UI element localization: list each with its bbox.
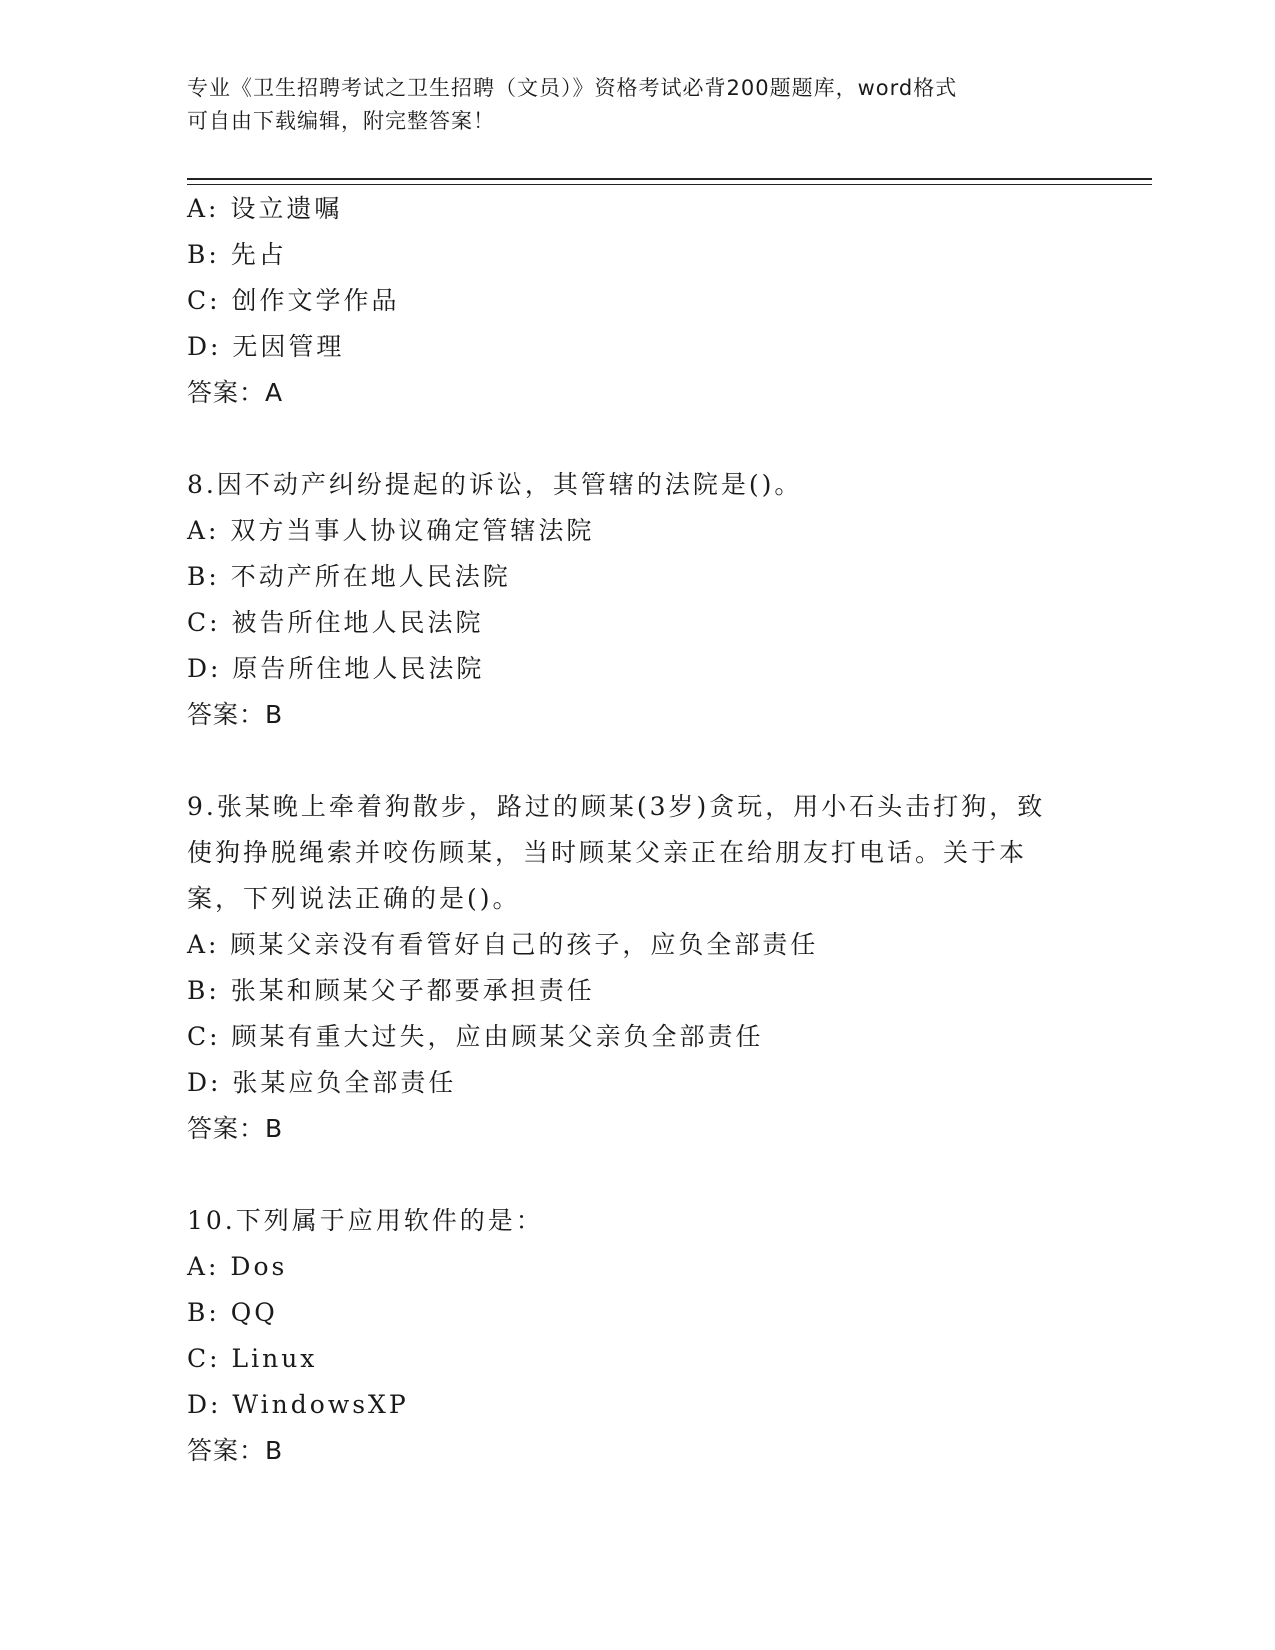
question-stem-line-3: 案，下列说法正确的是()。 — [187, 884, 521, 913]
question-stem: 10.下列属于应用软件的是： — [187, 1206, 544, 1235]
document-header — [187, 72, 1087, 138]
option-a: A: 双方当事人协议确定管辖法院 — [187, 516, 595, 545]
option-c: C: Linux — [187, 1344, 318, 1373]
option-b: B: 不动产所在地人民法院 — [187, 562, 511, 591]
option-c: C: 被告所住地人民法院 — [187, 608, 484, 637]
option-b: B: 先占 — [187, 240, 287, 269]
header-line-2: 可自由下载编辑，附完整答案！ — [187, 109, 495, 133]
option-b: B: QQ — [187, 1298, 278, 1327]
option-d: D: 原告所住地人民法院 — [187, 654, 485, 683]
question-stem: 8.因不动产纠纷提起的诉讼，其管辖的法院是()。 — [187, 470, 803, 499]
header-rule-thin — [187, 184, 1152, 185]
answer-line: 答案：B — [187, 1436, 284, 1465]
question-stem-line-2: 使狗挣脱绳索并咬伤顾某，当时顾某父亲正在给朋友打电话。关于本 — [187, 838, 1028, 867]
option-c: C: 创作文学作品 — [187, 286, 400, 315]
question-stem-line-1: 9.张某晚上牵着狗散步，路过的顾某(3岁)贪玩，用小石头击打狗，致 — [187, 792, 1046, 821]
question-8 — [187, 462, 1087, 738]
option-a: A: 设立遗嘱 — [187, 194, 343, 223]
question-7 — [187, 186, 1087, 416]
spacer — [187, 1152, 1087, 1198]
question-list — [187, 186, 1087, 1474]
answer-line: 答案：B — [187, 700, 284, 729]
spacer — [187, 416, 1087, 462]
answer-line: 答案：B — [187, 1114, 284, 1143]
option-a: A: Dos — [187, 1252, 288, 1281]
spacer — [187, 738, 1087, 784]
question-9 — [187, 784, 1087, 1152]
option-a: A: 顾某父亲没有看管好自己的孩子，应负全部责任 — [187, 930, 819, 959]
header-line-1: 专业《卫生招聘考试之卫生招聘（文员）》资格考试必背200题题库，word格式 — [187, 76, 958, 100]
option-b: B: 张某和顾某父子都要承担责任 — [187, 976, 595, 1005]
header-rule-thick — [187, 178, 1152, 180]
option-c: C: 顾某有重大过失，应由顾某父亲负全部责任 — [187, 1022, 764, 1051]
option-d: D: WindowsXP — [187, 1390, 409, 1419]
option-d: D: 无因管理 — [187, 332, 345, 361]
question-10 — [187, 1198, 1087, 1474]
option-d: D: 张某应负全部责任 — [187, 1068, 457, 1097]
answer-line: 答案：A — [187, 378, 284, 407]
